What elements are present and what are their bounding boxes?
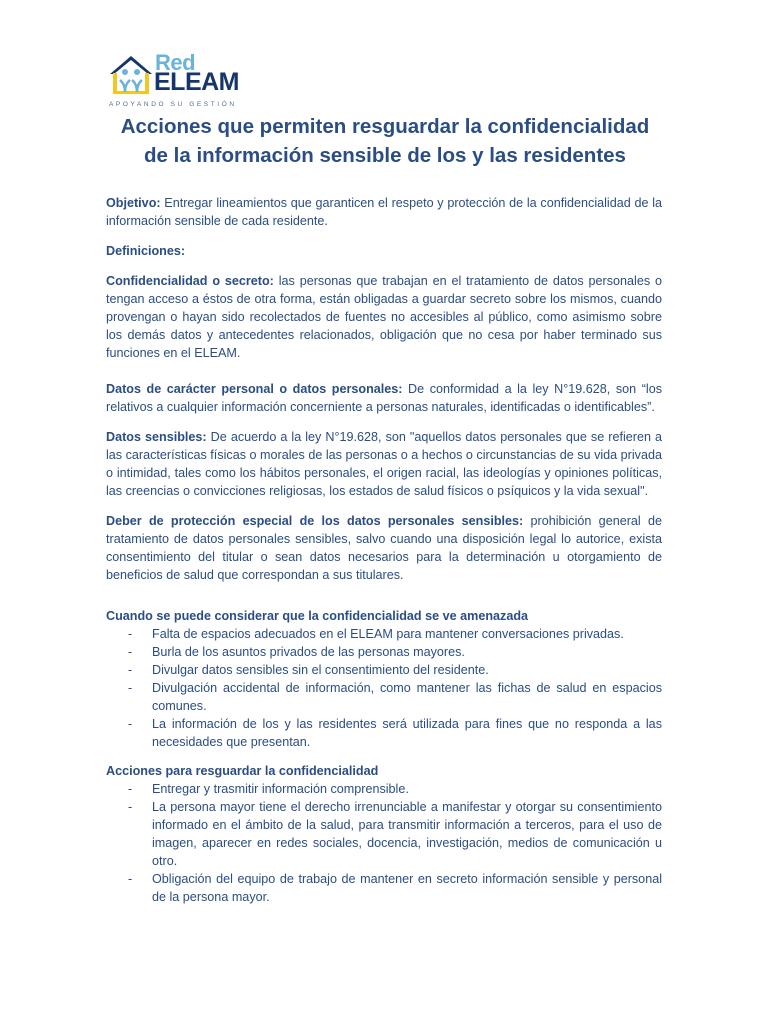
list-item — [106, 870, 662, 906]
document-title: Acciones que permiten resguardar la confidencialidad de la información sensible de los y las residentes — [120, 115, 650, 167]
list-item-text: Burla de los asuntos privados de las personas mayores. — [152, 645, 465, 659]
objetivo-label: Objetivo: — [106, 196, 161, 210]
definiciones-heading: Definiciones: — [106, 244, 186, 258]
acciones-heading: Acciones para resguardar la confidencialidad — [106, 764, 379, 778]
confidencialidad-paragraph — [106, 272, 662, 362]
datos-personales-label: Datos de carácter personal o datos personales: — [106, 382, 403, 396]
deber-label: Deber de protección especial de los datos personales sensibles: — [106, 514, 524, 528]
confidencialidad-label: Confidencialidad o secreto: — [106, 274, 274, 288]
amenaza-heading: Cuando se puede considerar que la confidencialidad se ve amenazada — [106, 609, 529, 623]
acciones-list — [106, 780, 662, 906]
list-item-text: Divulgar datos sensibles sin el consentimiento del residente. — [152, 663, 489, 677]
dash-bullet: - — [128, 663, 133, 677]
list-item-text: Entregar y trasmitir información comprensible. — [152, 782, 409, 796]
list-item-text: Obligación del equipo de trabajo de mantener en secreto información sensible y personal de la persona mayor. — [152, 872, 662, 904]
objetivo-text: Entregar lineamientos que garanticen el respeto y protección de la confidencialidad de la información sensible de cada residente. — [106, 196, 662, 228]
list-item — [106, 679, 662, 715]
list-item — [106, 780, 662, 798]
dash-bullet: - — [128, 627, 133, 641]
list-item — [106, 625, 662, 643]
dash-bullet: - — [128, 782, 133, 796]
list-item-text: La información de los y las residentes será utilizada para fines que no responda a las necesidades que presentan. — [152, 717, 662, 749]
datos-personales-paragraph — [106, 380, 662, 416]
logo-eleam-text: ELEAM — [154, 68, 239, 96]
list-item — [106, 715, 662, 751]
list-item — [106, 798, 662, 870]
logo-tagline: APOYANDO SU GESTIÓN — [109, 101, 237, 108]
list-item-text: Falta de espacios adecuados en el ELEAM para mantener conversaciones privadas. — [152, 627, 624, 641]
logo-red-text: Red — [155, 50, 196, 75]
list-item — [106, 643, 662, 661]
datos-personales-text: De conformidad a la ley N°19.628, son “los relativos a cualquier información concerniente a personas naturales, identificadas o identificables”. — [106, 382, 662, 414]
list-item — [106, 661, 662, 679]
confidencialidad-text: las personas que trabajan en el tratamiento de datos personales o tengan acceso a éstos de otra forma, están obligadas a guardar secreto sobre los mismos, cuando provengan o hayan sido recolectados de fuentes no accesibles al público, como asimismo sobre los demás datos y antecedentes relacionados, obligación que no cesa por haber terminado sus funciones en el ELEAM. — [106, 274, 662, 360]
amenaza-section — [106, 607, 662, 751]
deber-paragraph — [106, 512, 662, 584]
objetivo-paragraph — [106, 194, 662, 230]
dash-bullet: - — [128, 717, 133, 731]
dash-bullet: - — [128, 872, 133, 886]
list-item-text: La persona mayor tiene el derecho irrenunciable a manifestar y otorgar su consentimiento informado en el ámbito de la salud, para transmitir información a terceros, para el uso de imagen, aparecer en redes sociales, docencia, investigación, medios de comunicación u otro. — [152, 800, 662, 868]
list-item-text: Divulgación accidental de información, como mantener las fichas de salud en espacios comunes. — [152, 681, 662, 713]
datos-sensibles-text: De acuerdo a la ley N°19.628, son "aquellos datos personales que se refieren a las características físicas o morales de las personas o a hechos o circunstancias de su vida privada o intimidad, tales como los hábitos personales, el origen racial, las ideologías y opiniones políticas, las creencias o convicciones religiosas, los estados de salud físicos o psíquicos y la vida sexual". — [106, 430, 662, 498]
acciones-section — [106, 762, 662, 906]
datos-sensibles-paragraph — [106, 428, 662, 500]
dash-bullet: - — [128, 645, 133, 659]
dash-bullet: - — [128, 681, 133, 695]
deber-text: prohibición general de tratamiento de datos personales sensibles, salvo cuando una disposición legal lo autorice, exista consentimiento del titular o sean datos necesarios para la determinación u otorgamiento de beneficios de salud que correspondan a sus titulares. — [106, 514, 662, 582]
amenaza-list — [106, 625, 662, 751]
dash-bullet: - — [128, 800, 133, 814]
document-body — [106, 194, 662, 906]
datos-sensibles-label: Datos sensibles: — [106, 430, 207, 444]
red-eleam-logo — [108, 46, 248, 112]
house-logo-icon — [108, 54, 154, 96]
